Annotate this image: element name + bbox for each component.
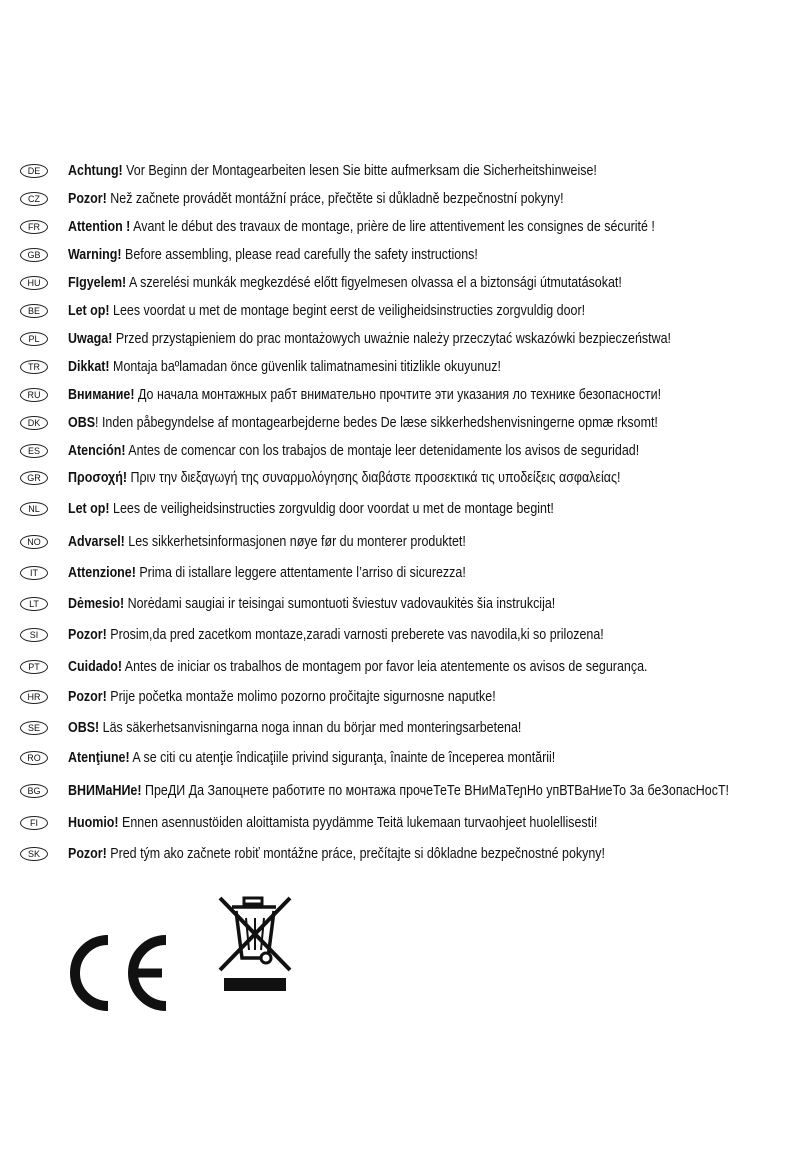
warning-heading: Dėmesio! xyxy=(68,596,125,612)
warning-body: Läs säkerhetsanvisningarna noga innan du börjar med monteringsarbetena! xyxy=(99,720,522,736)
warning-body: Przed przystąpieniem do prac montażowych uważnie należy przeczytać wskazówki bezpieczeństwa! xyxy=(112,331,671,347)
warning-heading: Warning! xyxy=(68,247,122,263)
warning-row-pt xyxy=(18,656,804,678)
warning-heading: FIgyelem! xyxy=(68,275,127,291)
ce-mark-icon xyxy=(62,932,172,1014)
warning-row-nl xyxy=(18,498,804,520)
warning-row-no xyxy=(18,531,804,553)
warning-heading: Cuidado! xyxy=(68,659,123,675)
warning-row-cz xyxy=(18,188,804,210)
warning-body: Before assembling, please read carefully the safety instructions! xyxy=(121,247,478,263)
warning-row-bg xyxy=(18,780,804,802)
warning-body: Avant le début des travaux de montage, prière de lire attentivement les consignes de sécurité ! xyxy=(130,219,655,235)
warning-body: Než začnete provádět montážní práce, přečtěte si důkladně bezpečnostní pokyny! xyxy=(106,191,564,207)
language-badge: DE xyxy=(20,164,48,178)
warning-body: ПреДИ Да Запоцнете работите по монтажа прочеТеТе ВНиМаТеɲНо упВТВаНиеТо За беЗопасНосТ! xyxy=(141,783,730,799)
warning-text xyxy=(68,812,597,834)
warning-text xyxy=(68,562,466,584)
warning-body: Les sikkerhetsinformasjonen nøye før du monterer produktet! xyxy=(124,534,466,550)
warning-row-fr xyxy=(18,216,804,238)
language-badge: SK xyxy=(20,847,48,861)
language-badge: SI xyxy=(20,628,48,642)
warning-heading: OBS! xyxy=(68,720,100,736)
warning-row-es xyxy=(18,440,804,462)
warning-row-gb xyxy=(18,244,804,266)
language-badge: BE xyxy=(20,304,48,318)
language-badge: ES xyxy=(20,444,48,458)
warning-row-lt xyxy=(18,593,804,615)
warning-text xyxy=(68,624,604,646)
warning-body: Pred tým ako začnete robiť montážne práce, prečítajte si dôkladne bezpečnostné pokyny! xyxy=(106,846,606,862)
warning-heading: Pozor! xyxy=(68,191,107,207)
warning-body: Vor Beginn der Montagearbeiten lesen Sie bitte aufmerksam die Sicherheitshinweise! xyxy=(122,163,597,179)
warning-row-dk xyxy=(18,412,804,434)
language-badge: HR xyxy=(20,690,48,704)
language-badge: FR xyxy=(20,220,48,234)
warning-text xyxy=(68,384,661,406)
warning-row-hu xyxy=(18,272,804,294)
language-badge: LT xyxy=(20,597,48,611)
warning-heading: Atenţiune! xyxy=(68,750,130,766)
warning-row-pl xyxy=(18,328,804,350)
language-badge: NO xyxy=(20,535,48,549)
warning-body: A se citi cu atenţie îndicaţiile privind siguranţa, înainte de începerea montării! xyxy=(129,750,556,766)
language-badge: DK xyxy=(20,416,48,430)
warning-row-tr xyxy=(18,356,804,378)
warning-heading: ВНИМаНИе! xyxy=(68,783,142,799)
language-badge: PL xyxy=(20,332,48,346)
warning-text xyxy=(68,686,496,708)
warning-heading: Attention ! xyxy=(68,219,131,235)
warning-text xyxy=(68,188,564,210)
warning-text xyxy=(68,717,521,739)
warning-heading: Achtung! xyxy=(68,163,123,179)
warning-text xyxy=(68,498,554,520)
warning-text xyxy=(68,216,655,238)
warning-body: Prima di istallare leggere attentamente l’arriso di sicurezza! xyxy=(135,565,466,581)
warning-text xyxy=(68,356,501,378)
warning-body: До начала монтажных рабт внимательно прочтите эти указания ло технике безопасности! xyxy=(134,387,662,403)
warning-text xyxy=(68,440,639,462)
language-badge: GB xyxy=(20,248,48,262)
language-badge: NL xyxy=(20,502,48,516)
warning-text xyxy=(68,328,671,350)
language-badge: FI xyxy=(20,816,48,830)
warning-heading: Let op! xyxy=(68,303,110,319)
warning-body: Norėdami saugiai ir teisingai sumontuoti šviestuv vadovaukitės šia instrukcija! xyxy=(124,596,556,612)
warning-body: ! Inden påbegyndelse af montagearbejderne bedes De læse sikkerhedshenvisningerne opmæ rksomt! xyxy=(95,415,658,431)
language-badge: PT xyxy=(20,660,48,674)
warning-text xyxy=(68,843,605,865)
warning-body: Lees de veiligheidsinstructies zorgvuldig door voordat u met de montage begint! xyxy=(109,501,554,517)
warning-heading: Dikkat! xyxy=(68,359,110,375)
warning-text xyxy=(68,467,620,489)
warning-text xyxy=(68,747,555,769)
language-badge: RU xyxy=(20,388,48,402)
warning-heading: Let op! xyxy=(68,501,110,517)
warning-row-de xyxy=(18,160,804,182)
language-badge: GR xyxy=(20,471,48,485)
warning-row-it xyxy=(18,562,804,584)
warning-row-be xyxy=(18,300,804,322)
warning-body: Lees voordat u met de montage begint eerst de veiligheidsinstructies zorgvuldig door! xyxy=(109,303,586,319)
warning-body: Πριν την διεξαγωγή της συναρμολόγησης διαβάστε προσεκτικά τις υποδείξεις ασφαλείας! xyxy=(126,470,621,486)
warning-row-fi xyxy=(18,812,804,834)
warning-row-si xyxy=(18,624,804,646)
warning-text xyxy=(68,780,729,802)
warning-heading: Внимание! xyxy=(68,387,135,403)
warning-text xyxy=(68,300,585,322)
language-badge: CZ xyxy=(20,192,48,206)
warning-body: Antes de iniciar os trabalhos de montagem por favor leia atentemente os avisos de segurança. xyxy=(122,659,648,675)
warning-heading: Attenzione! xyxy=(68,565,136,581)
language-badge: TR xyxy=(20,360,48,374)
certification-marks xyxy=(0,880,808,1040)
warning-body: Prije početka montaže molimo pozorno pročitajte sigurnosne naputke! xyxy=(106,689,496,705)
warning-heading: Uwaga! xyxy=(68,331,113,347)
warning-heading: Pozor! xyxy=(68,627,107,643)
warning-heading: Pozor! xyxy=(68,846,107,862)
warning-row-se xyxy=(18,717,804,739)
warning-body: Antes de comencar con los trabajos de montaje leer detenidamente los avisos de seguridad! xyxy=(125,443,640,459)
warning-row-ro xyxy=(18,747,804,769)
language-badge: RO xyxy=(20,751,48,765)
warning-text xyxy=(68,272,622,294)
warning-body: Montaja baºlamadan önce güvenlik talimatnamesini titizlikle okuyunuz! xyxy=(109,359,501,375)
crossed-out-wheelie-bin-icon xyxy=(214,894,296,992)
warning-text xyxy=(68,531,466,553)
warning-text xyxy=(68,160,597,182)
warning-text xyxy=(68,593,555,615)
warning-row-ru xyxy=(18,384,804,406)
language-badge: SE xyxy=(20,721,48,735)
warning-heading: Pozor! xyxy=(68,689,107,705)
warning-heading: OBS xyxy=(68,415,96,431)
language-badge: HU xyxy=(20,276,48,290)
warning-text xyxy=(68,412,658,434)
warning-body: Ennen asennustöiden aloittamista pyydämme Teitä lukemaan turvaohjeet huolellisesti! xyxy=(118,815,598,831)
warning-heading: Atención! xyxy=(68,443,126,459)
warning-text xyxy=(68,656,647,678)
warning-row-gr xyxy=(18,467,804,489)
warning-body: A szerelési munkák megkezdésé előtt figyelmesen olvassa el a biztonsági útmutatásokat! xyxy=(126,275,622,291)
language-badge: IT xyxy=(20,566,48,580)
warning-heading: Advarsel! xyxy=(68,534,125,550)
warning-row-hr xyxy=(18,686,804,708)
warning-heading: Huomio! xyxy=(68,815,119,831)
warning-text xyxy=(68,244,478,266)
language-badge: BG xyxy=(20,784,48,798)
warning-body: Prosim,da pred zacetkom montaze,zaradi varnosti preberete vas navodila,ki so prilozena! xyxy=(106,627,604,643)
warning-row-sk xyxy=(18,843,804,865)
warning-heading: Προσοχή! xyxy=(68,470,127,486)
